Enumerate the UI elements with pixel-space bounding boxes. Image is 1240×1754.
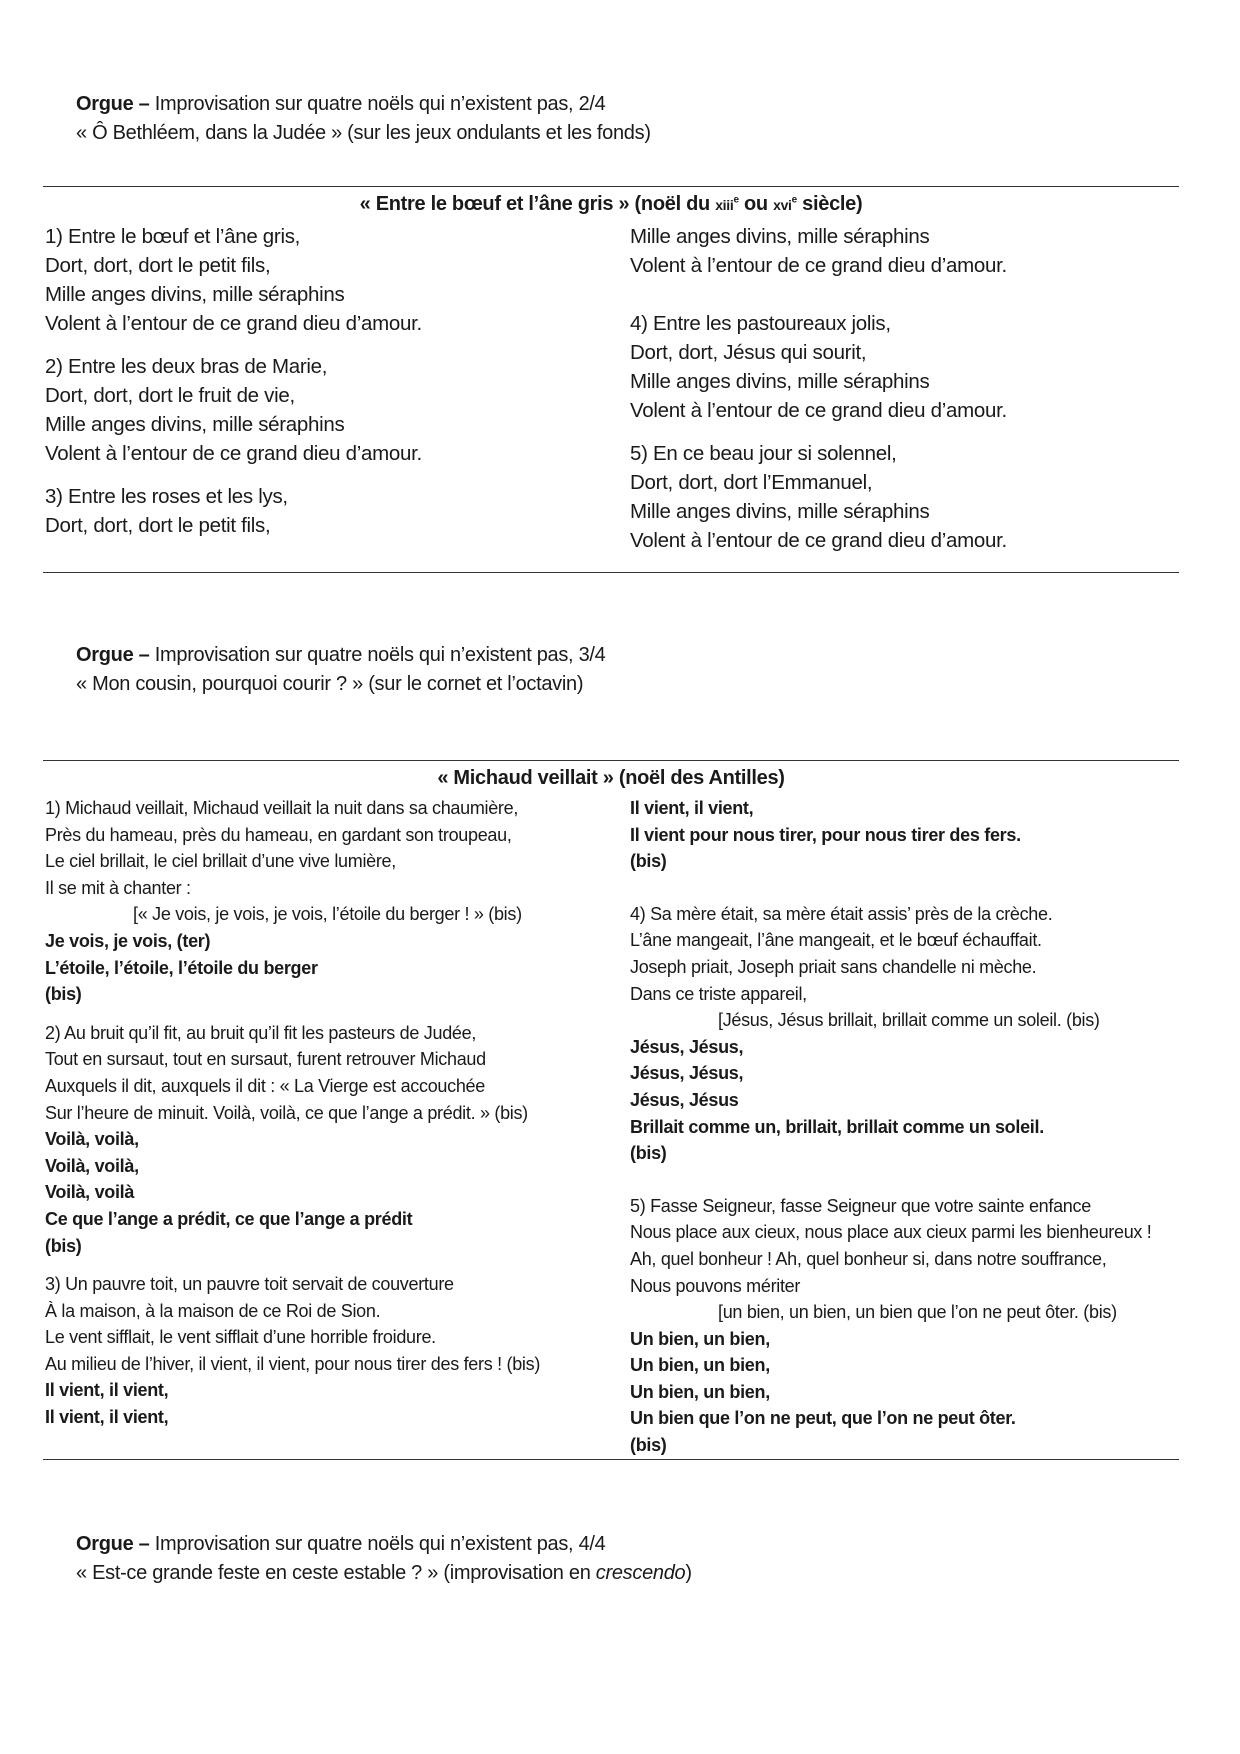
song-entre-le-boeuf [43,186,1179,573]
organ-block-1 [76,90,651,148]
organ-subtitle [76,1559,692,1588]
lyric-line: Nous place aux cieux, nous place aux cieux parmi les bienheureux ! [630,1222,1152,1243]
lyric-line: Mille anges divins, mille séraphins [45,283,345,306]
refrain-line: (bis) [630,851,667,872]
lyric-line: 4) Entre les pastoureaux jolis, [630,312,891,335]
organ-label: Orgue – [76,1533,150,1555]
lyric-line: Dort, dort, Jésus qui sourit, [630,341,867,364]
lyric-line: Dort, dort, dort le fruit de vie, [45,384,295,407]
organ-title: Improvisation sur quatre noëls qui n’existent pas, 4/4 [154,1533,606,1555]
refrain-line: Jésus, Jésus [630,1089,739,1110]
lyric-line: Au milieu de l’hiver, il vient, il vient, pour nous tirer des fers ! (bis) [45,1353,541,1374]
organ-title: Improvisation sur quatre noëls qui n’existent pas, 2/4 [154,93,606,115]
century-13: xiii [715,197,734,213]
refrain-line: (bis) [45,984,82,1005]
subtitle-italic: crescendo [595,1562,686,1584]
lyric-line: 3) Entre les roses et les lys, [45,485,288,508]
lyric-line: Mille anges divins, mille séraphins [45,413,345,436]
lyric-line: À la maison, à la maison de ce Roi de Sion. [45,1300,381,1321]
song-title [43,187,1179,222]
bottom-rule [43,1459,1179,1460]
lyric-line: 1) Michaud veillait, Michaud veillait la nuit dans sa chaumière, [45,798,519,818]
refrain-line: Un bien, un bien, [630,1328,770,1349]
sup: e [791,194,797,206]
organ-block-3 [76,1530,692,1588]
lyric-line: Dort, dort, dort le petit fils, [45,514,271,537]
title-part: ou [738,193,774,215]
lyric-line: Volent à l’entour de ce grand dieu d’amour. [630,254,1007,277]
lyric-line: Nous pouvons mériter [630,1275,801,1296]
refrain-line: Voilà, voilà [45,1182,135,1203]
organ-block-2 [76,641,605,699]
lyric-line: Mille anges divins, mille séraphins [630,370,930,393]
subtitle-part: « Est-ce grande feste en ceste estable ? » (improvisation en [76,1562,596,1584]
refrain-line: L’étoile, l’étoile, l’étoile du berger [45,957,318,978]
lyric-line: Le ciel brillait, le ciel brillait d’une vive lumière, [45,851,396,872]
lyric-line: Joseph priait, Joseph priait sans chandelle ni mèche. [630,956,1037,977]
refrain-line: Ce que l’ange a prédit, ce que l’ange a prédit [45,1208,413,1229]
lyric-line: Tout en sursaut, tout en sursaut, furent retrouver Michaud [45,1049,486,1070]
refrain-line: Brillait comme un, brillait, brillait comme un soleil. [630,1116,1044,1137]
refrain-line: Un bien, un bien, [630,1355,770,1376]
bottom-rule [43,572,1179,573]
lyric-line: Dans ce triste appareil, [630,983,807,1004]
refrain-line: Jésus, Jésus, [630,1063,744,1084]
right-column [630,795,1152,1459]
refrain-line: Voilà, voilà, [45,1129,139,1150]
lyric-line: Le vent sifflait, le vent sifflait d’une horrible froidure. [45,1327,436,1348]
refrain-line: (bis) [45,1235,82,1256]
lyric-line: L’âne mangeait, l’âne mangeait, et le bœuf échauffait. [630,930,1042,951]
refrain-line: Il vient, il vient, [45,1380,169,1401]
refrain-line: Il vient, il vient, [630,798,754,818]
lyric-line: Volent à l’entour de ce grand dieu d’amour. [630,529,1007,552]
organ-title: Improvisation sur quatre noëls qui n’existent pas, 3/4 [154,644,606,666]
lyric-line: Mille anges divins, mille séraphins [630,225,930,248]
lyric-line: 5) Fasse Seigneur, fasse Seigneur que votre sainte enfance [630,1195,1091,1216]
lyric-line: Mille anges divins, mille séraphins [630,500,930,523]
lyric-line: 2) Entre les deux bras de Marie, [45,355,328,378]
lyric-line: Dort, dort, dort le petit fils, [45,254,271,277]
refrain-line: Voilà, voilà, [45,1155,139,1176]
refrain-line: Il vient, il vient, [45,1407,169,1428]
song-michaud-veillait [43,760,1179,1460]
organ-label: Orgue – [76,644,150,666]
lyric-line: Volent à l’entour de ce grand dieu d’amour. [45,312,422,335]
century-16: xvi [773,197,792,213]
lyric-line: Ah, quel bonheur ! Ah, quel bonheur si, dans notre souffrance, [630,1248,1107,1269]
organ-label: Orgue – [76,93,150,115]
right-column [630,222,1007,555]
lyric-line: 3) Un pauvre toit, un pauvre toit servait de couverture [45,1274,454,1295]
lyrics-columns [43,222,1179,572]
refrain-line: Je vois, je vois, (ter) [45,930,211,951]
lyric-line: Il se mit à chanter : [45,877,191,898]
lyric-line: [Jésus, Jésus brillait, brillait comme un soleil. (bis) [718,1010,1100,1031]
refrain-line: Un bien, un bien, [630,1381,770,1402]
lyric-line: Auxquels il dit, auxquels il dit : « La Vierge est accouchée [45,1075,485,1096]
lyric-line: Près du hameau, près du hameau, en gardant son troupeau, [45,824,512,845]
left-column [45,222,422,540]
lyric-line: 4) Sa mère était, sa mère était assis’ près de la crèche. [630,903,1053,924]
organ-subtitle: « Ô Bethléem, dans la Judée » (sur les jeux ondulants et les fonds) [76,122,651,144]
refrain-line: (bis) [630,1143,667,1164]
lyrics-columns [43,795,1179,1459]
subtitle-part: ) [685,1562,692,1584]
lyric-line: 5) En ce beau jour si solennel, [630,442,897,465]
lyric-line: Sur l’heure de minuit. Voilà, voilà, ce que l’ange a prédit. » (bis) [45,1102,528,1123]
refrain-line: (bis) [630,1435,667,1456]
lyric-line: 1) Entre le bœuf et l’âne gris, [45,225,301,248]
title-part: « Entre le bœuf et l’âne gris » (noël du [359,193,716,215]
lyric-line: Dort, dort, dort l’Emmanuel, [630,471,873,494]
left-column [45,795,540,1431]
refrain-line: Un bien que l’on ne peut, que l’on ne peut ôter. [630,1408,1016,1429]
lyric-line: [« Je vois, je vois, je vois, l’étoile du berger ! » (bis) [133,904,522,925]
lyric-line: Volent à l’entour de ce grand dieu d’amour. [45,442,422,465]
refrain-line: Il vient pour nous tirer, pour nous tirer des fers. [630,824,1021,845]
organ-subtitle: « Mon cousin, pourquoi courir ? » (sur le cornet et l’octavin) [76,673,584,695]
lyric-line: 2) Au bruit qu’il fit, au bruit qu’il fit les pasteurs de Judée, [45,1022,477,1043]
lyric-line: [un bien, un bien, un bien que l’on ne peut ôter. (bis) [718,1302,1117,1323]
refrain-line: Jésus, Jésus, [630,1036,744,1057]
song-title: « Michaud veillait » (noël des Antilles) [437,767,785,789]
sup: e [733,194,739,206]
title-part: siècle) [796,193,863,215]
lyric-line: Volent à l’entour de ce grand dieu d’amour. [630,399,1007,422]
